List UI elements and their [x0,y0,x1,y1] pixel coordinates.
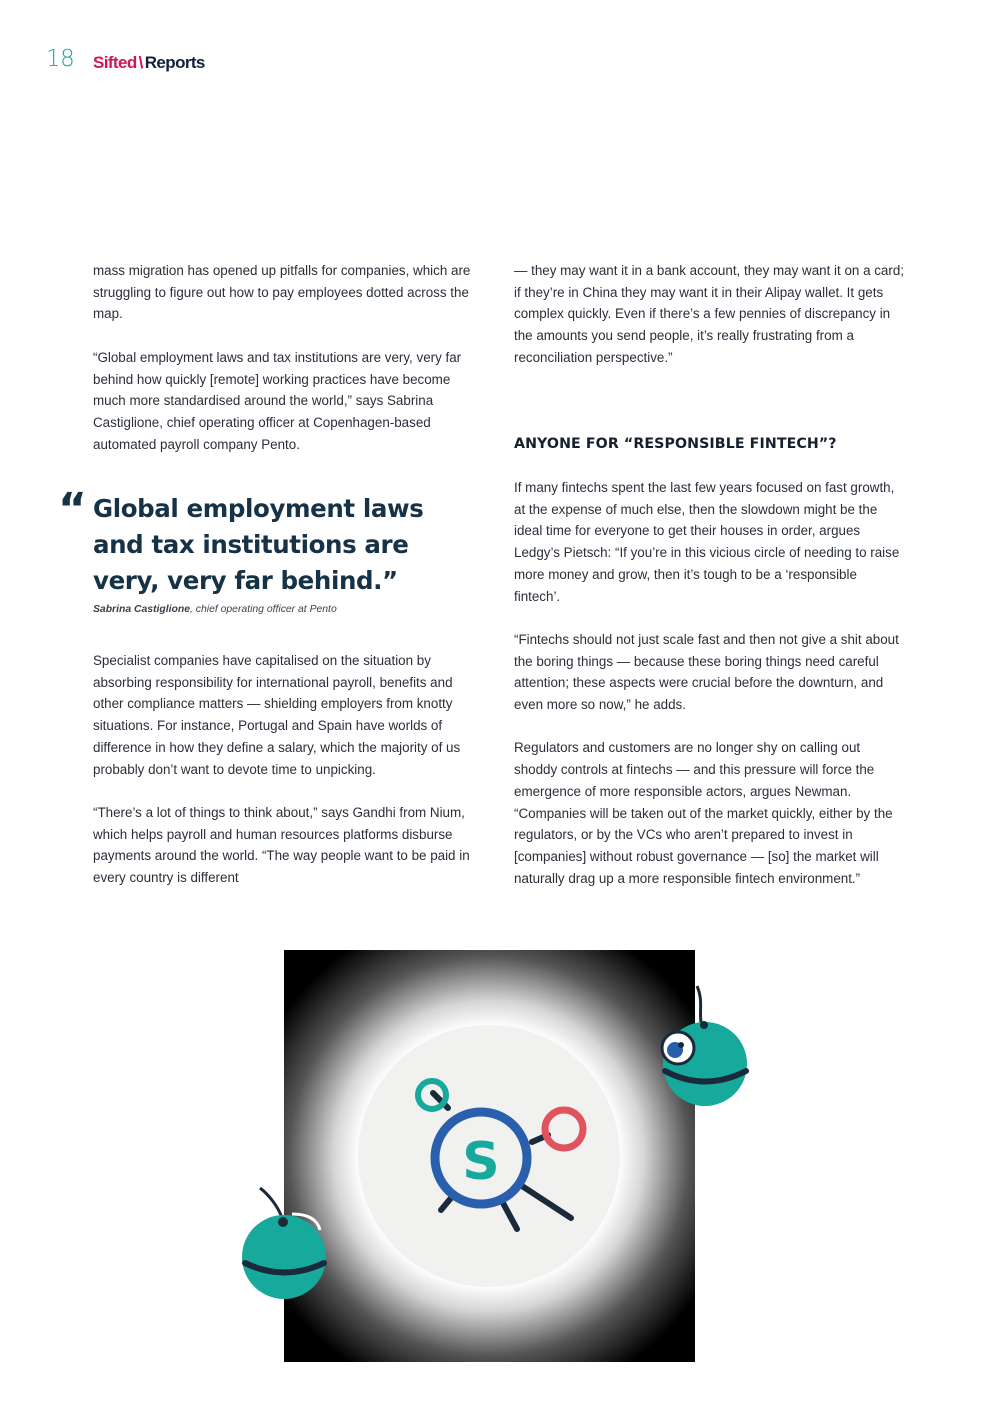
left-column-top [93,260,483,455]
fintech-illustration [0,930,992,1370]
left-paragraph-2: “Global employment laws and tax institutions are very, very far behind how quickly [remote] working practices have become much more standardised around the world,” says Sabrina Castiglione, chief operating officer at Copenhagen-based automated payroll company Pento. [93,349,462,452]
right-paragraph-2: If many fintechs spent the last few years focused on fast growth, at the expense of much else, then the slowdown might be the ideal time for everyone to get their houses in order, argues Ledgy’s Pietsch: “If you’re in this vicious circle of needing to raise more money and grow, then it’s tough to be a ‘responsible fintech’. [514,480,900,604]
left-paragraph-1: mass migration has opened up pitfalls for companies, which are struggling to figure out how to pay employees dotted across the map. [93,263,471,322]
brand-separator: \ [138,53,143,72]
left-paragraph-4: “There’s a lot of things to think about,” says Gandhi from Nium, which helps payroll and human resources platforms disburse payments around the world. “The way people want to be paid in every country is different [93,804,470,886]
quote-mark-icon: “ [58,484,87,535]
attribution-name: Sabrina Castiglione [93,604,191,615]
brand-logo [93,53,205,73]
right-paragraph-3: “Fintechs should not just scale fast and then not give a shit about the boring things — because these boring things need careful attention; these aspects were crucial before the downturn, and even more so now,” he adds. [514,631,899,713]
brand-sifted: Sifted [93,53,137,72]
left-column-bottom [93,650,483,889]
left-paragraph-3: Specialist companies have capitalised on the situation by absorbing responsibility for international payroll, benefits and other compliance matters — shielding employers from knotty situations. For instance, Portugal and Spain have worlds of difference in how they define a salary, which the majority of us probably don’t want to devote time to unpicking. [93,653,461,777]
right-paragraph-4: Regulators and customers are no longer shy on calling out shoddy controls at fintechs — and this pressure will force the emergence of more responsible actors, argues Newman. “Companies will be taken out of the market quickly, either by the regulators, or by the VCs who aren’t prepared to invest in [companies] without robust governance — [so] the market will naturally drag up a more responsible fintech environment.” [514,740,893,886]
brand-reports: Reports [144,53,205,72]
s-letter-icon: S [462,1132,500,1192]
right-paragraph-1: — they may want it in a bank account, they may want it on a card; if they’re in China they may want it in their Alipay wallet. It gets complex quickly. Even if there’s a few pennies of discrepancy in the amounts you send people, it’s really frustrating from a reconciliation perspective.” [514,263,905,365]
section-heading: ANYONE FOR “RESPONSIBLE FINTECH”? [514,436,837,452]
attribution-role: , chief operating officer at Pento [190,604,337,615]
right-column-top [514,260,906,369]
right-column-bottom [514,477,906,889]
pull-quote-text: Global employment laws and tax institutions are very, very far behind.” [93,494,424,595]
pull-quote-attribution [93,604,493,615]
page-number: 18 [46,46,75,72]
